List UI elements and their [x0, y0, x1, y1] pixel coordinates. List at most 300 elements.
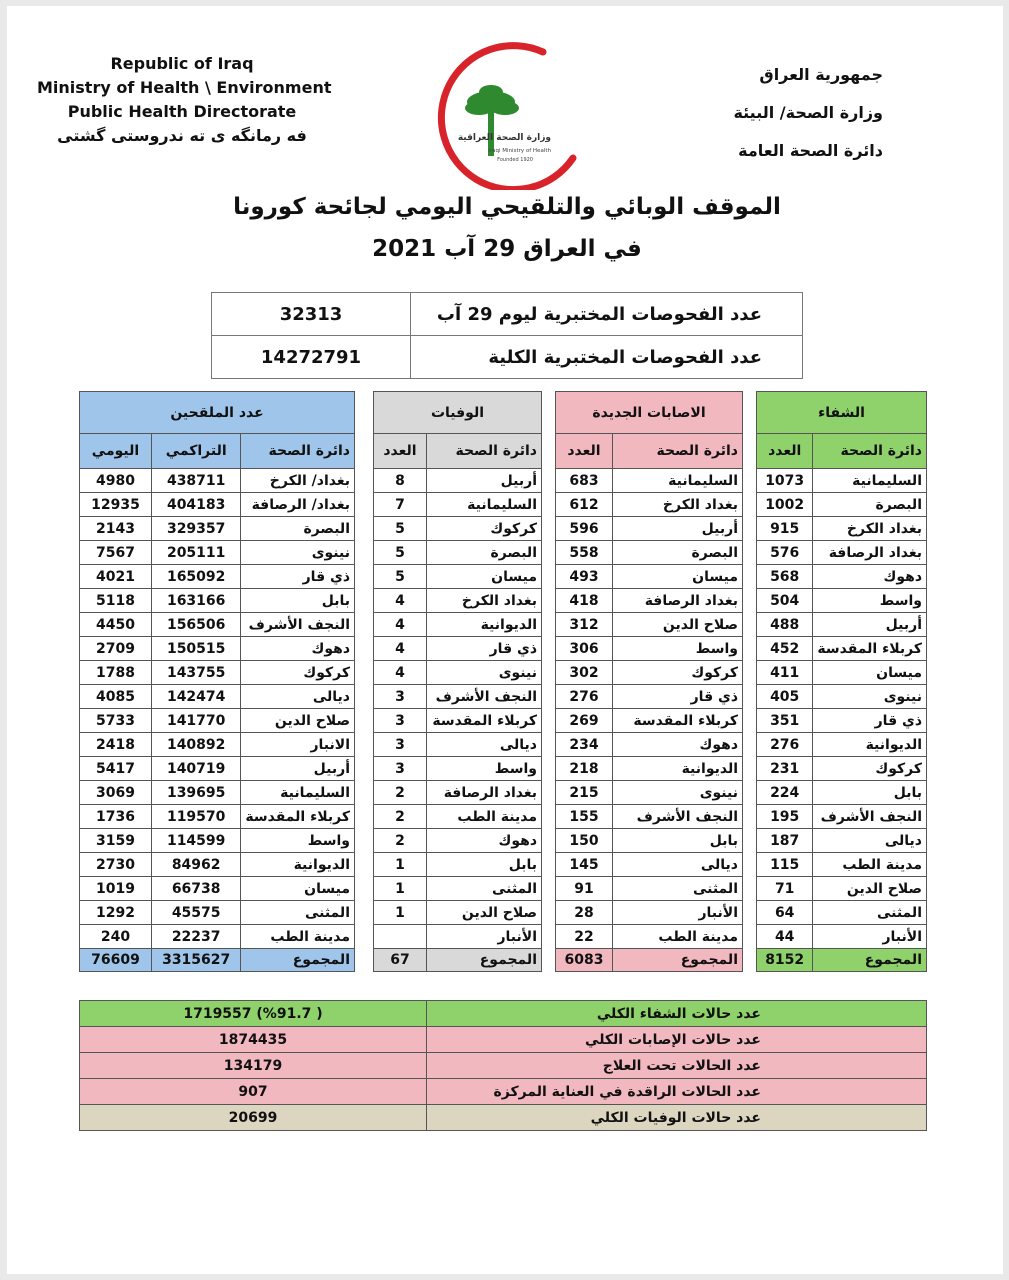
new-cases-count: 276	[556, 685, 613, 709]
ministry-logo	[423, 40, 593, 190]
vaccinated-cumulative: 205111	[152, 541, 241, 565]
vaccinated-daily: 2730	[80, 853, 152, 877]
vaccinated-row	[80, 589, 355, 613]
vaccinated-cumulative: 22237	[152, 925, 241, 949]
vaccinated-dept: المثنى	[241, 901, 355, 925]
new-cases-dept: كركوك	[613, 661, 743, 685]
daily-tests-value: 32313	[212, 293, 411, 336]
new-cases-count: 22	[556, 925, 613, 949]
vaccinated-cumulative: 165092	[152, 565, 241, 589]
lab-tests-table	[211, 292, 803, 379]
recovered-dept: المثنى	[813, 901, 927, 925]
recovered-row	[757, 637, 927, 661]
recovered-row	[757, 733, 927, 757]
deaths-count: 2	[374, 781, 427, 805]
deaths-dept: السليمانية	[427, 493, 542, 517]
daily-tests-label: عدد الفحوصات المختبرية ليوم 29 آب	[411, 293, 803, 336]
new-cases-dept: الأنبار	[613, 901, 743, 925]
new-cases-row	[556, 613, 743, 637]
new-cases-count: 218	[556, 757, 613, 781]
vaccinated-dept: السليمانية	[241, 781, 355, 805]
recovered-column-header: العدد	[757, 434, 813, 469]
recovered-count: 1002	[757, 493, 813, 517]
vaccinated-total-row	[80, 949, 355, 972]
vaccinated-row	[80, 685, 355, 709]
vaccinated-daily: 5733	[80, 709, 152, 733]
total-tests-value: 14272791	[212, 336, 411, 379]
vaccinated-row	[80, 565, 355, 589]
palm-tree-icon	[465, 85, 519, 156]
new-cases-row	[556, 661, 743, 685]
recovered-row	[757, 541, 927, 565]
deaths-dept: الأنبار	[427, 925, 542, 949]
vaccinated-title-row	[80, 392, 355, 434]
recovered-title-row	[757, 392, 927, 434]
vaccinated-daily: 12935	[80, 493, 152, 517]
recovered-row	[757, 661, 927, 685]
deaths-row	[374, 733, 542, 757]
recovered-count: 276	[757, 733, 813, 757]
vaccinated-dept: واسط	[241, 829, 355, 853]
recovered-count: 488	[757, 613, 813, 637]
vaccinated-cumulative: 84962	[152, 853, 241, 877]
deaths-count: 8	[374, 469, 427, 493]
deaths-count: 4	[374, 661, 427, 685]
recovered-dept: مدينة الطب	[813, 853, 927, 877]
vaccinated-daily: 3159	[80, 829, 152, 853]
summary-value: 20699	[80, 1105, 427, 1131]
deaths-row	[374, 757, 542, 781]
recovered-dept: الأنبار	[813, 925, 927, 949]
recovered-row	[757, 685, 927, 709]
deaths-count: 3	[374, 709, 427, 733]
deaths-row	[374, 829, 542, 853]
new-cases-dept: بغداد الرصافة	[613, 589, 743, 613]
deaths-row	[374, 469, 542, 493]
recovered-row	[757, 781, 927, 805]
vaccinated-cumulative: 140719	[152, 757, 241, 781]
deaths-count: 4	[374, 637, 427, 661]
recovered-count: 231	[757, 757, 813, 781]
vaccinated-row	[80, 829, 355, 853]
new-cases-row	[556, 901, 743, 925]
deaths-count: 2	[374, 805, 427, 829]
vaccinated-cumulative: 140892	[152, 733, 241, 757]
vaccinated-cumulative: 438711	[152, 469, 241, 493]
logo-arc	[441, 46, 573, 190]
deaths-column-header: دائرة الصحة	[427, 434, 542, 469]
recovered-row	[757, 565, 927, 589]
new-cases-count: 312	[556, 613, 613, 637]
new-cases-column-header: دائرة الصحة	[613, 434, 743, 469]
deaths-dept: صلاح الدين	[427, 901, 542, 925]
vaccinated-total-cumulative: 3315627	[152, 949, 241, 972]
vaccinated-row	[80, 757, 355, 781]
new-cases-count: 493	[556, 565, 613, 589]
vaccinated-daily: 4450	[80, 613, 152, 637]
deaths-count: 1	[374, 853, 427, 877]
recovered-title: الشفاء	[757, 392, 927, 434]
deaths-row	[374, 637, 542, 661]
vaccinated-cumulative: 150515	[152, 637, 241, 661]
vaccinated-daily: 4021	[80, 565, 152, 589]
recovered-dept: بغداد الرصافة	[813, 541, 927, 565]
deaths-count: 3	[374, 685, 427, 709]
recovered-row	[757, 805, 927, 829]
summary-value: 134179	[80, 1053, 427, 1079]
vaccinated-cumulative: 329357	[152, 517, 241, 541]
vaccinated-row	[80, 781, 355, 805]
new-cases-dept: ديالى	[613, 853, 743, 877]
new-cases-dept: صلاح الدين	[613, 613, 743, 637]
deaths-count: 5	[374, 541, 427, 565]
recovered-row	[757, 493, 927, 517]
vaccinated-dept: ذي قار	[241, 565, 355, 589]
vaccinated-daily: 240	[80, 925, 152, 949]
new-cases-table	[555, 391, 743, 972]
new-cases-dept: ذي قار	[613, 685, 743, 709]
new-cases-count: 91	[556, 877, 613, 901]
deaths-title: الوفيات	[374, 392, 542, 434]
recovered-count: 195	[757, 805, 813, 829]
deaths-row	[374, 661, 542, 685]
recovered-row	[757, 517, 927, 541]
recovered-count: 115	[757, 853, 813, 877]
vaccinated-row	[80, 805, 355, 829]
recovered-row	[757, 469, 927, 493]
deaths-total-count: 67	[374, 949, 427, 972]
deaths-column-header: العدد	[374, 434, 427, 469]
new-cases-dept: بابل	[613, 829, 743, 853]
recovered-dept: بغداد الكرخ	[813, 517, 927, 541]
summary-row	[80, 1001, 927, 1027]
new-cases-count: 150	[556, 829, 613, 853]
vaccinated-row	[80, 469, 355, 493]
recovered-dept: البصرة	[813, 493, 927, 517]
vaccinated-daily: 2709	[80, 637, 152, 661]
deaths-count: 1	[374, 901, 427, 925]
header-ar-line: وزارة الصحة/ البيئة	[733, 103, 883, 122]
deaths-row	[374, 901, 542, 925]
new-cases-column-header-row	[556, 434, 743, 469]
new-cases-row	[556, 733, 743, 757]
vaccinated-daily: 1788	[80, 661, 152, 685]
new-cases-count: 145	[556, 853, 613, 877]
new-cases-dept: أربيل	[613, 517, 743, 541]
deaths-count: 5	[374, 517, 427, 541]
deaths-dept: نينوى	[427, 661, 542, 685]
vaccinated-daily: 4085	[80, 685, 152, 709]
deaths-row	[374, 493, 542, 517]
total-tests-row	[212, 336, 803, 379]
recovered-row	[757, 853, 927, 877]
summary-label: عدد حالات الشفاء الكلي	[427, 1001, 927, 1027]
vaccinated-cumulative: 156506	[152, 613, 241, 637]
new-cases-dept: واسط	[613, 637, 743, 661]
recovered-dept: أربيل	[813, 613, 927, 637]
new-cases-count: 418	[556, 589, 613, 613]
recovered-dept: ذي قار	[813, 709, 927, 733]
summary-row	[80, 1079, 927, 1105]
recovered-count: 405	[757, 685, 813, 709]
recovered-dept: بابل	[813, 781, 927, 805]
recovered-count: 576	[757, 541, 813, 565]
vaccinated-cumulative: 143755	[152, 661, 241, 685]
header-english	[37, 52, 332, 148]
recovered-row	[757, 877, 927, 901]
deaths-dept: مدينة الطب	[427, 805, 542, 829]
vaccinated-cumulative: 142474	[152, 685, 241, 709]
new-cases-total-dept: المجموع	[613, 949, 743, 972]
new-cases-count: 302	[556, 661, 613, 685]
deaths-dept: ديالى	[427, 733, 542, 757]
vaccinated-dept: أربيل	[241, 757, 355, 781]
deaths-dept: البصرة	[427, 541, 542, 565]
vaccinated-dept: صلاح الدين	[241, 709, 355, 733]
new-cases-total-row	[556, 949, 743, 972]
recovered-count: 71	[757, 877, 813, 901]
deaths-row	[374, 541, 542, 565]
vaccinated-dept: ميسان	[241, 877, 355, 901]
vaccinated-cumulative: 66738	[152, 877, 241, 901]
deaths-count: 4	[374, 613, 427, 637]
new-cases-dept: السليمانية	[613, 469, 743, 493]
vaccinated-cumulative: 404183	[152, 493, 241, 517]
deaths-dept: الديوانية	[427, 613, 542, 637]
new-cases-row	[556, 781, 743, 805]
deaths-row	[374, 613, 542, 637]
logo-text: وزارة الصحة العراقية	[457, 133, 551, 143]
header-ar-line: دائرة الصحة العامة	[738, 141, 883, 160]
vaccinated-cumulative: 163166	[152, 589, 241, 613]
vaccinated-row	[80, 733, 355, 757]
new-cases-dept: دهوك	[613, 733, 743, 757]
recovered-count: 915	[757, 517, 813, 541]
vaccinated-cumulative: 139695	[152, 781, 241, 805]
new-cases-count: 558	[556, 541, 613, 565]
new-cases-column-header: العدد	[556, 434, 613, 469]
summary-value: 1719557 (%91.7 )	[80, 1001, 427, 1027]
vaccinated-dept: بابل	[241, 589, 355, 613]
deaths-title-row	[374, 392, 542, 434]
recovered-dept: كركوك	[813, 757, 927, 781]
deaths-row	[374, 925, 542, 949]
new-cases-row	[556, 877, 743, 901]
logo-founded: Founded 1920	[497, 157, 533, 163]
vaccinated-dept: كربلاء المقدسة	[241, 805, 355, 829]
deaths-count: 7	[374, 493, 427, 517]
deaths-row	[374, 685, 542, 709]
recovered-dept: ميسان	[813, 661, 927, 685]
header-ar-line: جمهورية العراق	[759, 65, 883, 84]
deaths-dept: ميسان	[427, 565, 542, 589]
new-cases-row	[556, 565, 743, 589]
recovered-count: 187	[757, 829, 813, 853]
vaccinated-total-dept: المجموع	[241, 949, 355, 972]
recovered-count: 224	[757, 781, 813, 805]
deaths-row	[374, 781, 542, 805]
vaccinated-daily: 3069	[80, 781, 152, 805]
header-arabic	[683, 56, 883, 170]
new-cases-row	[556, 829, 743, 853]
recovered-count: 1073	[757, 469, 813, 493]
deaths-total-row	[374, 949, 542, 972]
header-en-line: Ministry of Health \ Environment	[37, 78, 332, 97]
vaccinated-daily: 7567	[80, 541, 152, 565]
new-cases-count: 215	[556, 781, 613, 805]
deaths-dept: دهوك	[427, 829, 542, 853]
recovered-row	[757, 925, 927, 949]
deaths-count: 1	[374, 877, 427, 901]
new-cases-count: 612	[556, 493, 613, 517]
vaccinated-daily: 2418	[80, 733, 152, 757]
new-cases-row	[556, 589, 743, 613]
vaccinated-row	[80, 493, 355, 517]
vaccinated-cumulative: 45575	[152, 901, 241, 925]
deaths-count	[374, 925, 427, 949]
deaths-dept: ذي قار	[427, 637, 542, 661]
recovered-count: 452	[757, 637, 813, 661]
new-cases-row	[556, 637, 743, 661]
recovered-count: 504	[757, 589, 813, 613]
new-cases-total-count: 6083	[556, 949, 613, 972]
new-cases-row	[556, 709, 743, 733]
summary-value: 1874435	[80, 1027, 427, 1053]
vaccinated-column-header: التراكمي	[152, 434, 241, 469]
recovered-count: 568	[757, 565, 813, 589]
recovered-row	[757, 829, 927, 853]
recovered-dept: الديوانية	[813, 733, 927, 757]
deaths-dept: بغداد الكرخ	[427, 589, 542, 613]
summary-label: عدد حالات الوفيات الكلي	[427, 1105, 927, 1131]
vaccinated-dept: النجف الأشرف	[241, 613, 355, 637]
recovered-row	[757, 757, 927, 781]
deaths-row	[374, 517, 542, 541]
vaccinated-row	[80, 901, 355, 925]
vaccinated-title: عدد الملقحين	[80, 392, 355, 434]
report-sheet	[7, 6, 1003, 1274]
vaccinated-daily: 2143	[80, 517, 152, 541]
vaccinated-daily: 1736	[80, 805, 152, 829]
vaccinated-dept: ديالى	[241, 685, 355, 709]
vaccinated-row	[80, 709, 355, 733]
deaths-dept: النجف الأشرف	[427, 685, 542, 709]
recovered-dept: السليمانية	[813, 469, 927, 493]
summary-label: عدد حالات الإصابات الكلي	[427, 1027, 927, 1053]
logo-subtitle: Iraqi Ministry of Health	[488, 148, 551, 154]
deaths-dept: واسط	[427, 757, 542, 781]
new-cases-count: 155	[556, 805, 613, 829]
vaccinated-row	[80, 517, 355, 541]
new-cases-dept: مدينة الطب	[613, 925, 743, 949]
deaths-dept: كربلاء المقدسة	[427, 709, 542, 733]
new-cases-count: 306	[556, 637, 613, 661]
vaccinated-daily: 4980	[80, 469, 152, 493]
deaths-row	[374, 877, 542, 901]
new-cases-row	[556, 925, 743, 949]
recovered-count: 64	[757, 901, 813, 925]
deaths-count: 3	[374, 733, 427, 757]
vaccinated-dept: الانبار	[241, 733, 355, 757]
new-cases-row	[556, 685, 743, 709]
deaths-count: 2	[374, 829, 427, 853]
deaths-dept: بغداد الرصافة	[427, 781, 542, 805]
recovered-dept: دهوك	[813, 565, 927, 589]
recovered-total-dept: المجموع	[813, 949, 927, 972]
vaccinated-dept: الديوانية	[241, 853, 355, 877]
deaths-row	[374, 589, 542, 613]
summary-value: 907	[80, 1079, 427, 1105]
new-cases-dept: البصرة	[613, 541, 743, 565]
new-cases-count: 596	[556, 517, 613, 541]
recovered-count: 351	[757, 709, 813, 733]
vaccinated-table	[79, 391, 355, 972]
vaccinated-dept: بغداد/ الرصافة	[241, 493, 355, 517]
new-cases-row	[556, 805, 743, 829]
vaccinated-dept: كركوك	[241, 661, 355, 685]
recovered-row	[757, 589, 927, 613]
vaccinated-daily: 5417	[80, 757, 152, 781]
vaccinated-cumulative: 141770	[152, 709, 241, 733]
vaccinated-column-header: اليومي	[80, 434, 152, 469]
report-title: الموقف الوبائي والتلقيحي اليومي لجائحة كورونا	[233, 194, 781, 220]
new-cases-title-row	[556, 392, 743, 434]
deaths-count: 5	[374, 565, 427, 589]
vaccinated-total-daily: 76609	[80, 949, 152, 972]
vaccinated-row	[80, 541, 355, 565]
vaccinated-dept: بغداد/ الكرخ	[241, 469, 355, 493]
recovered-total-count: 8152	[757, 949, 813, 972]
vaccinated-row	[80, 613, 355, 637]
recovered-dept: ديالى	[813, 829, 927, 853]
vaccinated-row	[80, 877, 355, 901]
deaths-row	[374, 565, 542, 589]
new-cases-row	[556, 517, 743, 541]
vaccinated-row	[80, 853, 355, 877]
vaccinated-dept: نينوى	[241, 541, 355, 565]
vaccinated-dept: مدينة الطب	[241, 925, 355, 949]
new-cases-count: 269	[556, 709, 613, 733]
new-cases-row	[556, 469, 743, 493]
deaths-column-header-row	[374, 434, 542, 469]
deaths-count: 3	[374, 757, 427, 781]
new-cases-row	[556, 493, 743, 517]
summary-row	[80, 1105, 927, 1131]
recovered-total-row	[757, 949, 927, 972]
new-cases-count: 234	[556, 733, 613, 757]
new-cases-dept: كربلاء المقدسة	[613, 709, 743, 733]
recovered-row	[757, 709, 927, 733]
vaccinated-column-header: دائرة الصحة	[241, 434, 355, 469]
deaths-dept: بابل	[427, 853, 542, 877]
vaccinated-daily: 5118	[80, 589, 152, 613]
deaths-dept: المثنى	[427, 877, 542, 901]
total-tests-label: عدد الفحوصات المختبرية الكلية	[411, 336, 803, 379]
summary-row	[80, 1027, 927, 1053]
new-cases-dept: ميسان	[613, 565, 743, 589]
report-subtitle: في العراق 29 آب 2021	[372, 236, 642, 262]
new-cases-row	[556, 541, 743, 565]
daily-tests-row	[212, 293, 803, 336]
recovered-row	[757, 613, 927, 637]
recovered-dept: كربلاء المقدسة	[813, 637, 927, 661]
new-cases-dept: بغداد الكرخ	[613, 493, 743, 517]
deaths-dept: كركوك	[427, 517, 542, 541]
vaccinated-dept: دهوك	[241, 637, 355, 661]
vaccinated-row	[80, 637, 355, 661]
deaths-row	[374, 853, 542, 877]
vaccinated-cumulative: 119570	[152, 805, 241, 829]
